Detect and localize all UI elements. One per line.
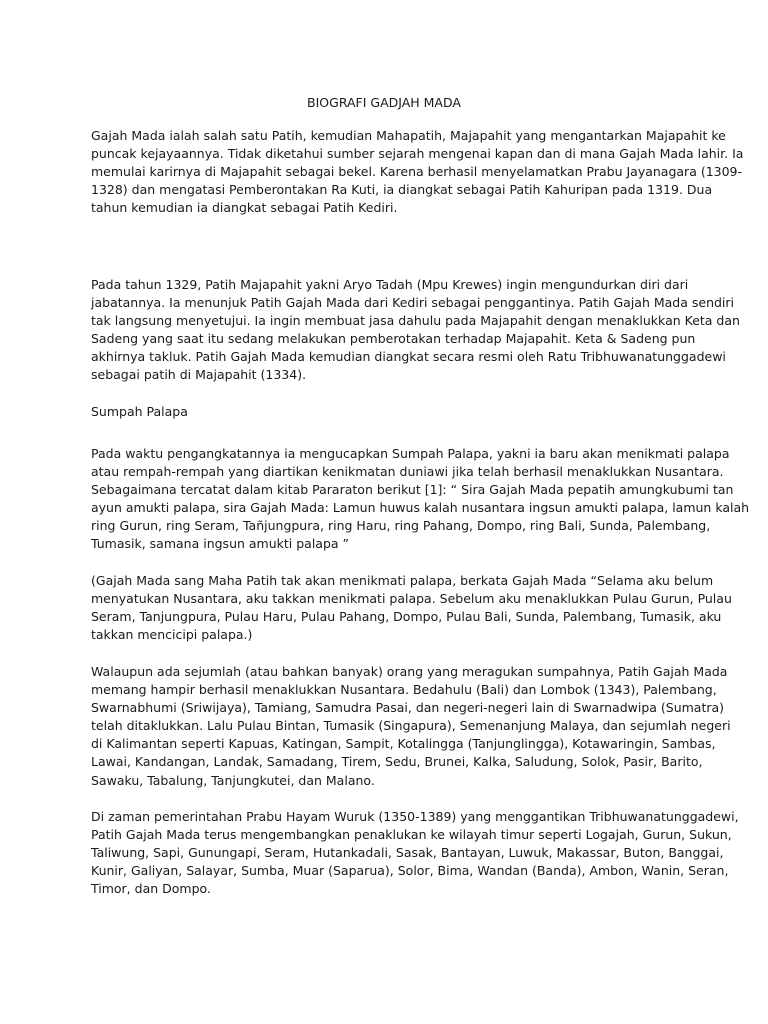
text-line: ring Gurun, ring Seram, Tañjungpura, ring Haru, ring Pahang, Dompo, ring Bali, Sunda, Palembang, (91, 518, 711, 534)
text-line: Sumpah Palapa (91, 404, 188, 419)
paragraph-intro (91, 127, 744, 217)
text-line: Sadeng yang saat itu sedang melakukan pemberotakan terhadap Majapahit. Keta & Sadeng pun (91, 331, 696, 347)
text-line: Sawaku, Tabalung, Tanjungkutei, dan Malano. (91, 772, 375, 788)
paragraph-oath (91, 445, 750, 554)
text-line: di Kalimantan seperti Kapuas, Katingan, Sampit, Kotalingga (Tanjunglingga), Kotawaringin, Sambas, (91, 736, 716, 752)
text-line: Patih Gajah Mada terus mengembangkan penaklukan ke wilayah timur seperti Logajah, Gurun, Sukun, (91, 827, 732, 843)
text-line: Taliwung, Sapi, Gunungapi, Seram, Hutankadali, Sasak, Bantayan, Luwuk, Makassar, Buton, Banggai, (91, 845, 724, 861)
text-line: takkan mencicipi palapa.) (91, 627, 253, 643)
text-line: Gajah Mada ialah salah satu Patih, kemudian Mahapatih, Majapahit yang mengantarkan Majapahit ke (91, 128, 726, 143)
text-line: jabatannya. Ia menunjuk Patih Gajah Mada dari Kediri sebagai penggantinya. Patih Gajah Mada sendiri (91, 295, 735, 311)
section-heading-sumpah-palapa (91, 403, 681, 421)
text-line: atau rempah-rempah yang diartikan kenikmatan duniawi jika telah berhasil menaklukkan Nusantara. (91, 464, 724, 480)
text-line: Timor, dan Dompo. (91, 881, 211, 897)
text-line: menyatukan Nusantara, aku takkan menikmati palapa. Sebelum aku menaklukkan Pulau Gurun, Pulau (91, 591, 732, 607)
text-line: ayun amukti palapa, sira Gajah Mada: Lamun huwus kalah nusantara ingsun amukti palapa, lamun kalah (91, 500, 750, 516)
text-line: Swarnabhumi (Sriwijaya), Tamiang, Samudra Pasai, dan negeri-negeri lain di Swarnadwipa (Sumatra) (91, 700, 725, 716)
document-title: BIOGRAFI GADJAH MADA (307, 95, 461, 110)
text-line: tahun kemudian ia diangkat sebagai Patih Kediri. (91, 200, 398, 216)
text-line: Lawai, Kandangan, Landak, Samadang, Tirem, Sedu, Brunei, Kalka, Saludung, Solok, Pasir, Barito, (91, 754, 703, 770)
text-line: Pada waktu pengangkatannya ia mengucapkan Sumpah Palapa, yakni ia baru akan menikmati palapa (91, 446, 730, 461)
text-line: (Gajah Mada sang Maha Patih tak akan menikmati palapa, berkata Gajah Mada “Selama aku belum (91, 573, 714, 588)
text-line: Kunir, Galiyan, Salayar, Sumba, Muar (Saparua), Solor, Bima, Wandan (Banda), Ambon, Wanin, Seran, (91, 863, 729, 879)
text-line: memang hampir berhasil menaklukkan Nusantara. Bedahulu (Bali) dan Lombok (1343), Palembang, (91, 682, 717, 698)
paragraph-oath-translation (91, 572, 732, 644)
text-line: Sebagaimana tercatat dalam kitab Pararaton berikut [1]: “ Sira Gajah Mada pepatih amungkubumi tan (91, 482, 734, 498)
paragraph-conquests (91, 663, 731, 790)
text-line: Seram, Tanjungpura, Pulau Haru, Pulau Pahang, Dompo, Pulau Bali, Sunda, Palembang, Tumasik, aku (91, 609, 722, 625)
text-line: telah ditaklukkan. Lalu Pulau Bintan, Tumasik (Singapura), Semenanjung Malaya, dan sejumlah negeri (91, 718, 731, 734)
text-line: Walaupun ada sejumlah (atau bahkan banyak) orang yang meragukan sumpahnya, Patih Gajah Mada (91, 664, 728, 679)
text-line: sebagai patih di Majapahit (1334). (91, 367, 307, 383)
text-line: puncak kejayaannya. Tidak diketahui sumber sejarah mengenai kapan dan di mana Gajah Mada lahir. Ia (91, 146, 744, 162)
paragraph-hayam-wuruk-era (91, 808, 739, 898)
text-line: 1328) dan mengatasi Pemberontakan Ra Kuti, ia diangkat sebagai Patih Kahuripan pada 1319. Dua (91, 182, 713, 198)
text-line: Tumasik, samana ingsun amukti palapa ” (91, 536, 350, 552)
text-line: Di zaman pemerintahan Prabu Hayam Wuruk (1350-1389) yang menggantikan Tribhuwanatunggadewi, (91, 809, 739, 824)
text-line: tak langsung menyetujui. Ia ingin membuat jasa dahulu pada Majapahit dengan menaklukkan Keta dan (91, 313, 740, 329)
text-line: akhirnya takluk. Patih Gajah Mada kemudian diangkat secara resmi oleh Ratu Tribhuwanatunggadewi (91, 349, 726, 365)
text-line: Pada tahun 1329, Patih Majapahit yakni Aryo Tadah (Mpu Krewes) ingin mengundurkan diri dari (91, 277, 689, 292)
text-line: memulai karirnya di Majapahit sebagai bekel. Karena berhasil menyelamatkan Prabu Jayanagara (1309- (91, 164, 743, 180)
paragraph-appointment (91, 276, 740, 385)
